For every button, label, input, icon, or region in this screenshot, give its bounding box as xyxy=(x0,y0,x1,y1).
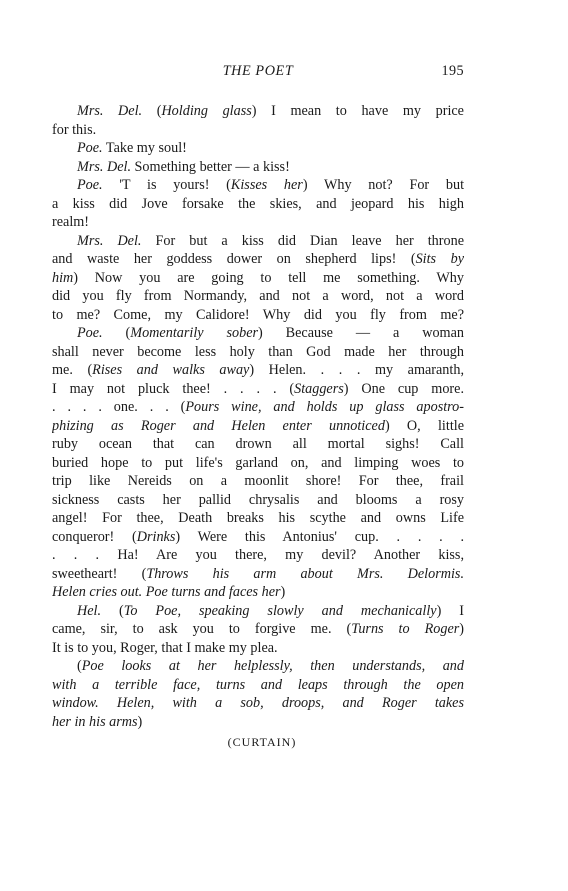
curtain-direction: (CURTAIN) xyxy=(227,735,297,749)
stage-direction: Holding glass xyxy=(161,103,252,119)
speaker-name: Poe. xyxy=(77,140,103,156)
stage-direction: Drinks xyxy=(136,528,176,545)
stage-direction: with a terrible face, turns and leaps through the open xyxy=(52,676,464,693)
stage-direction: Turns to Roger xyxy=(351,621,460,637)
text-line: . . . . one. . . (Pours wine, and holds up glass apostro- xyxy=(52,399,464,415)
text-line: a kiss did Jove forsake the skies, and jeopard his high xyxy=(52,195,464,212)
text-line xyxy=(52,676,464,695)
text-line: conqueror! (Drinks) Were this Antonius' cup. . . . . xyxy=(52,528,464,545)
text-line: . . . Ha! Are you there, my devil? Another kiss, xyxy=(52,547,464,563)
stage-direction: Throws his arm about Mrs. Delormis. xyxy=(146,565,464,582)
text-line: and waste her goddess dower on shepherd lips! (Sits by xyxy=(52,251,464,267)
text-line: did you fly from Normandy, and not a word, not a word xyxy=(52,288,464,304)
text-line: trip like Nereids on a moonlit shore! For thee, frail xyxy=(52,473,464,489)
text-line: to me? Come, my Calidore! Why did you fly from me? xyxy=(52,306,464,323)
text-line: him) Now you are going to tell me something. Why xyxy=(52,269,464,286)
text-line: Mrs. Del. Something better — a kiss! xyxy=(77,158,290,175)
text-line: It is to you, Roger, that I make my plea. xyxy=(52,639,278,656)
text-line: ruby ocean that can drown all mortal sighs! Call xyxy=(52,436,464,452)
stage-direction: window. Helen, with a sob, droops, and Roger takes xyxy=(52,695,464,711)
text-line: shall never become less holy than God made her through xyxy=(52,343,464,360)
speaker-name: Hel. xyxy=(77,602,102,619)
text-line: for this. xyxy=(52,121,97,138)
text-line: Poe. Take my soul! xyxy=(77,140,187,156)
speaker-name: Mrs. Del. xyxy=(77,103,143,119)
text-line: buried hope to put life's garland on, and limping woes to xyxy=(52,454,464,471)
text-line: her in his arms) xyxy=(52,713,143,730)
play-text xyxy=(52,102,464,753)
text-line xyxy=(52,694,464,713)
text-line: realm! xyxy=(52,214,90,230)
page-number: 195 xyxy=(441,63,464,79)
speaker-name: Mrs. Del. xyxy=(77,232,142,249)
stage-direction: Pours wine, and holds up glass apostro- xyxy=(185,399,464,415)
stage-direction: Kisses her xyxy=(230,177,303,193)
stage-direction: Staggers xyxy=(294,380,344,397)
stage-direction: phizing as Roger and Helen enter unnoticed xyxy=(52,417,385,434)
text-line: Helen cries out. Poe turns and faces her) xyxy=(52,584,286,600)
speaker-name: Mrs. Del. xyxy=(77,158,131,175)
stage-direction: him xyxy=(52,269,74,286)
text-line: Mrs. Del. (Holding glass) I mean to have my price xyxy=(77,103,464,119)
stage-direction: Momentarily sober xyxy=(130,325,259,341)
text-line: me. (Rises and walks away) Helen. . . . my amaranth, xyxy=(52,362,464,378)
text-line: phizing as Roger and Helen enter unnoticed) O, little xyxy=(52,417,464,434)
speaker-name: Poe. xyxy=(77,325,103,341)
text-line: (Poe looks at her helplessly, then understands, and xyxy=(77,658,464,674)
speaker-name: Poe. xyxy=(77,177,103,193)
stage-direction: Helen cries out. Poe turns and faces her xyxy=(52,584,281,600)
text-line: Poe. 'T is yours! (Kisses her) Why not? For but xyxy=(77,177,464,193)
running-title: THE POET xyxy=(222,63,294,79)
text-line: Poe. (Momentarily sober) Because — a woman xyxy=(77,325,464,341)
text-line: Mrs. Del. For but a kiss did Dian leave her throne xyxy=(77,232,464,249)
text-line: angel! For thee, Death breaks his scythe and owns Life xyxy=(52,510,464,526)
stage-direction: her in his arms xyxy=(52,713,138,730)
text-line: came, sir, to ask you to forgive me. (Turns to Roger) xyxy=(52,621,464,637)
text-line: sickness casts her pallid chrysalis and blooms a rosy xyxy=(52,491,464,508)
text-line: I may not pluck thee! . . . . (Staggers) One cup more. xyxy=(52,380,464,397)
stage-direction: Sits by xyxy=(415,251,464,267)
stage-direction: Poe looks at her helplessly, then understands, and xyxy=(81,658,464,674)
text-line: Hel. (To Poe, speaking slowly and mechanically) I xyxy=(77,602,464,619)
stage-direction: To Poe, speaking slowly and mechanically xyxy=(123,602,437,619)
text-line: sweetheart! (Throws his arm about Mrs. Delormis. xyxy=(52,565,464,582)
stage-direction: Rises and walks away xyxy=(92,362,250,378)
page-header xyxy=(52,63,464,83)
